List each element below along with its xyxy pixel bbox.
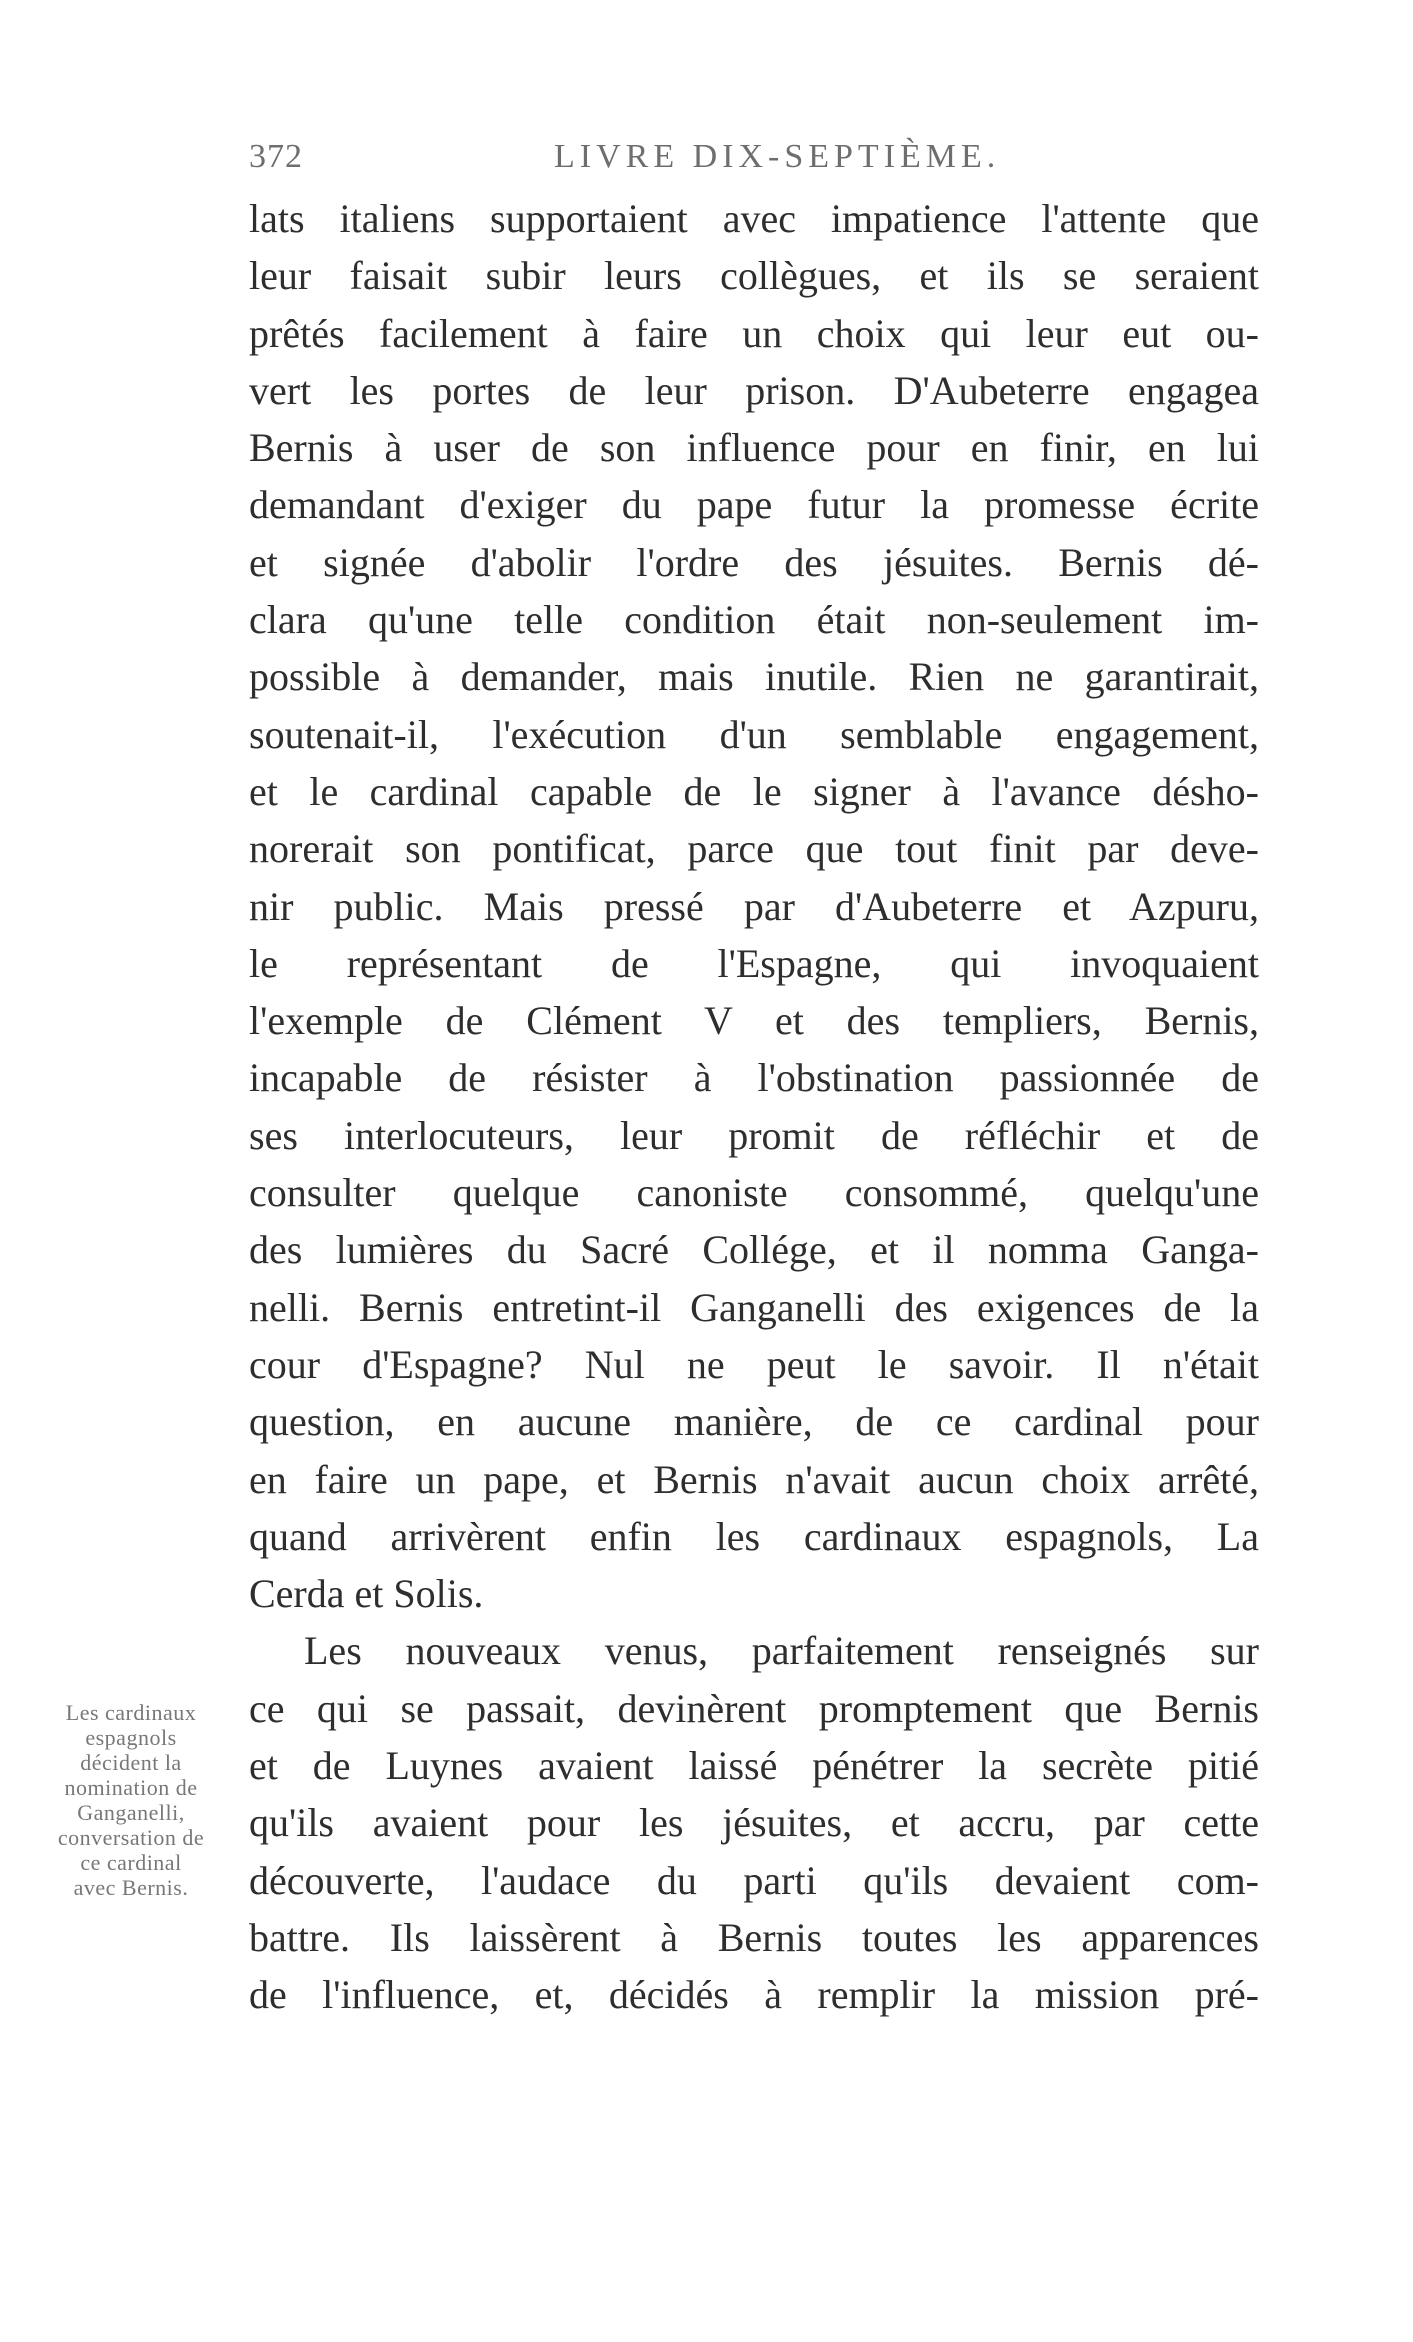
running-title: LIVRE DIX-SEPTIÈME.	[554, 138, 1001, 175]
text-line: ses interlocuteurs, leur promit de réfléchir et de	[249, 1112, 1259, 1158]
margin-note-line: nomination de	[64, 1775, 198, 1800]
margin-note-line: Les cardinaux	[65, 1700, 197, 1725]
text-line: nir public. Mais pressé par d'Aubeterre et Azpuru,	[249, 883, 1259, 929]
text-line: lats italiens supportaient avec impatience l'attente que	[249, 196, 1259, 241]
text-line: norerait son pontificat, parce que tout finit par deve-	[249, 826, 1259, 872]
margin-note-line: espagnols	[85, 1725, 177, 1750]
text-line: l'exemple de Clément V et des templiers, Bernis,	[249, 998, 1259, 1044]
margin-note-line: avec Bernis.	[73, 1875, 189, 1900]
text-line: incapable de résister à l'obstination passionnée de	[249, 1055, 1259, 1101]
text-line: quand arrivèrent enfin les cardinaux espagnols, La	[249, 1513, 1259, 1559]
text-line: consulter quelque canoniste consommé, quelqu'une	[249, 1170, 1259, 1216]
text-line: en faire un pape, et Bernis n'avait aucun choix arrêté,	[249, 1456, 1259, 1502]
text-line: vert les portes de leur prison. D'Aubeterre engagea	[249, 367, 1259, 413]
margin-note-line: Ganganelli,	[77, 1800, 185, 1825]
margin-note	[22, 1700, 240, 1900]
paragraph-start-line: Les nouveaux venus, parfaitement renseignés sur	[304, 1628, 1259, 1674]
text-line: Bernis à user de son influence pour en finir, en lui	[249, 425, 1259, 471]
text-line: soutenait-il, l'exécution d'un semblable engagement,	[249, 711, 1259, 757]
text-line: découverte, l'audace du parti qu'ils devaient com-	[249, 1857, 1259, 1903]
text-line: question, en aucune manière, de ce cardinal pour	[249, 1399, 1259, 1445]
text-line: clara qu'une telle condition était non-seulement im-	[249, 597, 1259, 643]
text-line: prêtés facilement à faire un choix qui leur eut ou-	[249, 310, 1259, 356]
text-line: leur faisait subir leurs collègues, et ils se seraient	[249, 253, 1259, 299]
text-line: possible à demander, mais inutile. Rien ne garantirait,	[249, 654, 1259, 700]
running-head	[249, 138, 1259, 182]
margin-note-line: décident la	[80, 1750, 182, 1775]
text-line: des lumières du Sacré Collége, et il nomma Ganga-	[249, 1227, 1259, 1273]
text-line: et signée d'abolir l'ordre des jésuites. Bernis dé-	[249, 539, 1259, 585]
page-number: 372	[249, 138, 303, 175]
text-line: de l'influence, et, décidés à remplir la mission pré-	[249, 1972, 1259, 2018]
text-line: le représentant de l'Espagne, qui invoquaient	[249, 940, 1259, 986]
text-line: Cerda et Solis.	[249, 1571, 484, 1617]
body-text	[249, 190, 1259, 2024]
text-line: cour d'Espagne? Nul ne peut le savoir. Il n'était	[249, 1341, 1259, 1387]
text-line: demandant d'exiger du pape futur la promesse écrite	[249, 482, 1259, 528]
text-line: nelli. Bernis entretint-il Ganganelli des exigences de la	[249, 1284, 1259, 1330]
text-line: qu'ils avaient pour les jésuites, et accru, par cette	[249, 1800, 1259, 1846]
text-line: battre. Ils laissèrent à Bernis toutes les apparences	[249, 1914, 1259, 1960]
text-line: et le cardinal capable de le signer à l'avance désho-	[249, 768, 1259, 814]
text-line: ce qui se passait, devinèrent promptement que Bernis	[249, 1685, 1259, 1731]
margin-note-line: ce cardinal	[80, 1850, 182, 1875]
margin-note-line: conversation de	[57, 1825, 205, 1850]
text-line: et de Luynes avaient laissé pénétrer la secrète pitié	[249, 1743, 1259, 1789]
